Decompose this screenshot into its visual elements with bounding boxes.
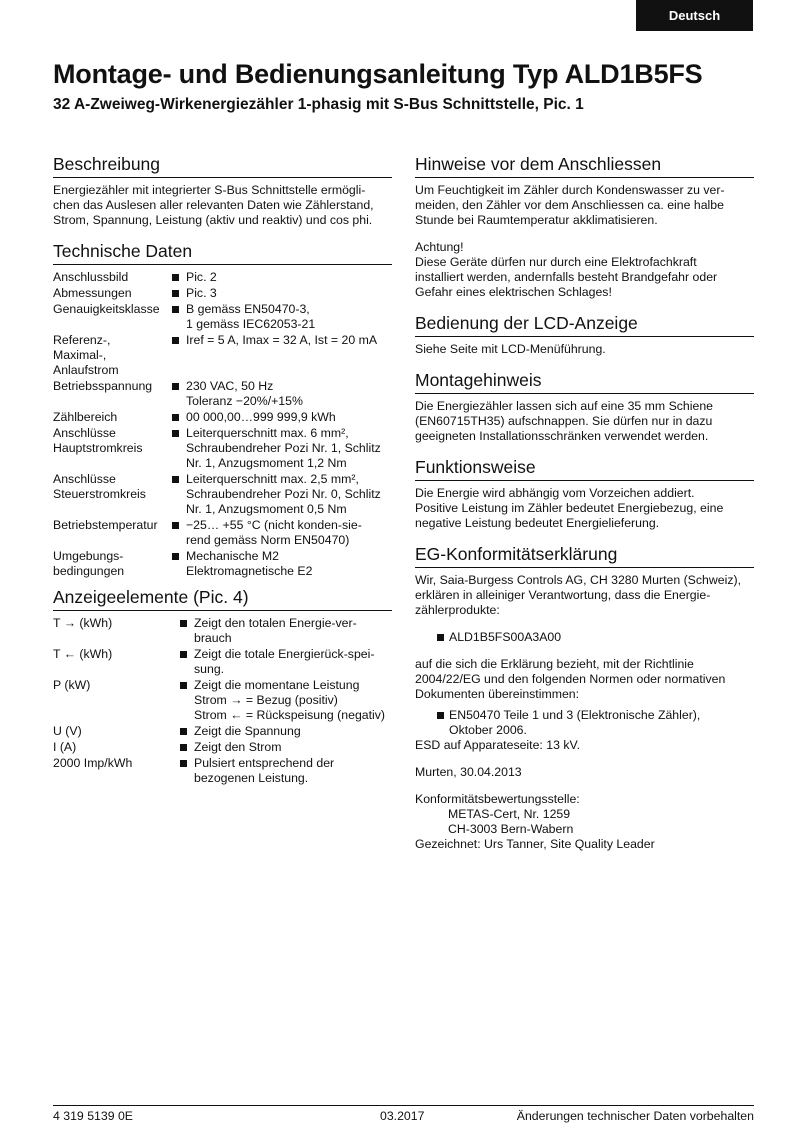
row-value: brauch [194, 631, 232, 645]
row-value: Nr. 1, Anzugsmoment 1,2 Nm [186, 456, 347, 470]
bullet-icon [170, 333, 186, 378]
text-line: Um Feuchtigkeit im Zähler durch Kondenswasser zu ver- [415, 183, 725, 197]
row-value: Elektromagnetische E2 [186, 564, 313, 578]
text-line: auf die sich die Erklärung bezieht, mit der Richtlinie [415, 657, 694, 671]
table-row [53, 302, 392, 332]
row-value: 1 gemäss IEC62053-21 [186, 317, 316, 331]
text-line: zählerprodukte: [415, 603, 500, 617]
row-label: Anschlüsse [53, 426, 116, 440]
table-row [53, 518, 392, 548]
bullet-icon [178, 647, 194, 677]
row-value: Toleranz −20%/+15% [186, 394, 303, 408]
row-value: Zeigt die momentane Leistung [194, 678, 360, 692]
page-title: Montage- und Bedienungsanleitung Typ ALD1B5FS [53, 59, 703, 89]
table-row [53, 724, 392, 739]
right-column [415, 153, 754, 852]
text-line: METAS-Cert, Nr. 1259 [448, 807, 571, 821]
row-value: Leiterquerschnitt max. 6 mm², [186, 426, 349, 440]
row-label: Maximal-, Anlaufstrom [53, 348, 119, 377]
row-value: 00 000,00…999 999,9 kWh [186, 410, 336, 424]
row-label: I (A) [53, 740, 77, 754]
row-value: sung. [194, 662, 225, 676]
esd-text: ESD auf Apparateseite: 13 kV. [415, 738, 580, 752]
document-number: 4 319 5139 0E [53, 1109, 134, 1123]
place-date: Murten, 30.04.2013 [415, 765, 522, 779]
footer-note: Änderungen technischer Daten vorbehalten [516, 1109, 754, 1123]
bullet-icon [435, 708, 449, 738]
row-value: Zeigt die Spannung [194, 724, 301, 738]
bullet-icon [170, 549, 186, 579]
table-row [53, 678, 392, 723]
row-label: Steuerstromkreis [53, 487, 146, 501]
section-heading-montagehinweis: Montagehinweis [415, 369, 754, 394]
text-line: Wir, Saia-Burgess Controls AG, CH 3280 Murten (Schweiz), [415, 573, 741, 587]
text-line: negative Leistung bedeutet Energielieferung. [415, 516, 660, 530]
text-line: Stunde bei Raumtemperatur akklimatisieren. [415, 213, 658, 227]
row-value: Strom ← = Rückspeisung (negativ) [194, 708, 386, 722]
bullet-icon [170, 410, 186, 425]
text-line: Die Energiezähler lassen sich auf eine 35 mm Schiene [415, 399, 714, 413]
row-value: Schraubendreher Pozi Nr. 1, Schlitz [186, 441, 381, 455]
text-line: (EN60715TH35) aufschnappen. Sie dürfen nur in dazu [415, 414, 713, 428]
bullet-icon [178, 678, 194, 723]
row-label: Hauptstromkreis [53, 441, 143, 455]
row-value: Pic. 3 [186, 286, 217, 300]
page-footer [53, 1105, 754, 1123]
section-heading-technische-daten: Technische Daten [53, 240, 392, 265]
technical-data-table [53, 270, 392, 579]
text-line: 2004/22/EG und den folgenden Normen oder normativen [415, 672, 726, 686]
list-item [415, 630, 754, 645]
bullet-icon [170, 286, 186, 301]
text-line: installiert werden, andernfalls besteht Brandgefahr oder [415, 270, 718, 284]
table-row [53, 270, 392, 285]
bullet-icon [178, 756, 194, 786]
row-value: Zeigt den Strom [194, 740, 282, 754]
bullet-icon [435, 630, 449, 645]
section-heading-eg-konformitaet: EG-Konformitätserklärung [415, 543, 754, 568]
row-value: Iref = 5 A, Imax = 32 A, Ist = 20 mA [186, 333, 378, 347]
row-value: Strom → = Bezug (positiv) [194, 693, 338, 707]
row-value: bezogenen Leistung. [194, 771, 309, 785]
row-value: B gemäss EN50470-3, [186, 302, 310, 316]
row-label: Anschlussbild [53, 270, 129, 284]
row-label: T → (kWh) [53, 616, 113, 630]
bullet-icon [178, 616, 194, 646]
text-line: Energiezähler mit integrierter S-Bus Schnittstelle ermögli- [53, 183, 366, 197]
text-line: Dokumenten übereinstimmen: [415, 687, 580, 701]
row-label: Umgebungs- [53, 549, 124, 563]
norm-line: EN50470 Teile 1 und 3 (Elektronische Zähler), [449, 708, 701, 722]
text-line: erklären in alleiniger Verantwortung, dass die Energie- [415, 588, 711, 602]
text-line: Siehe Seite mit LCD-Menüführung. [415, 342, 606, 356]
bullet-icon [178, 740, 194, 755]
text-line: Diese Geräte dürfen nur durch eine Elektrofachkraft [415, 255, 697, 269]
row-label: Anschlüsse [53, 472, 116, 486]
norm-line: Oktober 2006. [449, 723, 527, 737]
row-label: P (kW) [53, 678, 91, 692]
row-label: 2000 Imp/kWh [53, 756, 133, 770]
row-value: Nr. 1, Anzugsmoment 0,5 Nm [186, 502, 347, 516]
row-value: Schraubendreher Pozi Nr. 0, Schlitz [186, 487, 381, 501]
section-heading-hinweise: Hinweise vor dem Anschliessen [415, 153, 754, 178]
row-label: Genauigkeitsklasse [53, 302, 160, 316]
section-heading-bedienung: Bedienung der LCD-Anzeige [415, 312, 754, 337]
row-label: Betriebsspannung [53, 379, 153, 393]
table-row [53, 379, 392, 409]
row-value: Zeigt die totale Energierück-spei- [194, 647, 375, 661]
bullet-icon [170, 426, 186, 471]
row-label: T ← (kWh) [53, 647, 113, 661]
table-row [53, 647, 392, 677]
section-heading-funktionsweise: Funktionsweise [415, 456, 754, 481]
bullet-icon [178, 724, 194, 739]
row-value: −25… +55 °C (nicht konden-sie- [186, 518, 362, 532]
table-row [53, 616, 392, 646]
text-line: Positive Leistung im Zähler bedeutet Energiebezug, eine [415, 501, 724, 515]
section-heading-beschreibung: Beschreibung [53, 153, 392, 178]
bullet-icon [170, 518, 186, 548]
row-label: bedingungen [53, 564, 125, 578]
table-row [53, 333, 392, 378]
text-line: Gefahr eines elektrischen Schlages! [415, 285, 612, 299]
row-label: Betriebstemperatur [53, 518, 158, 532]
display-elements-table [53, 616, 392, 786]
row-value: Pic. 2 [186, 270, 217, 284]
row-label: Referenz-, [53, 333, 111, 347]
text-line: Die Energie wird abhängig vom Vorzeichen addiert. [415, 486, 695, 500]
text-line: chen das Auslesen aller relevanten Daten wie Zählerstand, [53, 198, 374, 212]
row-value: Pulsiert entsprechend der [194, 756, 335, 770]
text-line: CH-3003 Bern-Wabern [448, 822, 574, 836]
row-value: Zeigt den totalen Energie-ver- [194, 616, 357, 630]
signature-line: Gezeichnet: Urs Tanner, Site Quality Leader [415, 837, 655, 851]
table-row [53, 740, 392, 755]
text-line: Strom, Spannung, Leistung (aktiv und reaktiv) und cos phi. [53, 213, 373, 227]
row-value: rend gemäss Norm EN50470) [186, 533, 350, 547]
footer-date: 03.2017 [380, 1109, 425, 1123]
row-label: U (V) [53, 724, 82, 738]
list-item [415, 708, 754, 738]
table-row [53, 549, 392, 579]
beschreibung-text [53, 183, 392, 228]
left-column [53, 153, 392, 787]
bullet-icon [170, 472, 186, 517]
table-row [53, 286, 392, 301]
conformity-body-label: Konformitätsbewertungsstelle: [415, 792, 580, 806]
row-label: Zählbereich [53, 410, 118, 424]
product-code: ALD1B5FS00A3A00 [449, 630, 562, 644]
section-heading-anzeigeelemente: Anzeigeelemente (Pic. 4) [53, 586, 392, 611]
warning-title: Achtung! [415, 240, 464, 254]
row-value: Leiterquerschnitt max. 2,5 mm², [186, 472, 359, 486]
table-row [53, 472, 392, 517]
row-value: 230 VAC, 50 Hz [186, 379, 274, 393]
row-label: Abmessungen [53, 286, 132, 300]
row-value: Mechanische M2 [186, 549, 279, 563]
text-line: meiden, den Zähler vor dem Anschliessen ca. eine halbe [415, 198, 724, 212]
table-row [53, 756, 392, 786]
table-row [53, 410, 392, 425]
text-line: geeigneten Installationsschränken verwendet werden. [415, 429, 709, 443]
bullet-icon [170, 302, 186, 332]
table-row [53, 426, 392, 471]
page-subtitle: 32 A-Zweiweg-Wirkenergiezähler 1-phasig mit S-Bus Schnittstelle, Pic. 1 [53, 96, 584, 113]
language-tab[interactable]: Deutsch [636, 0, 753, 31]
bullet-icon [170, 270, 186, 285]
bullet-icon [170, 379, 186, 409]
